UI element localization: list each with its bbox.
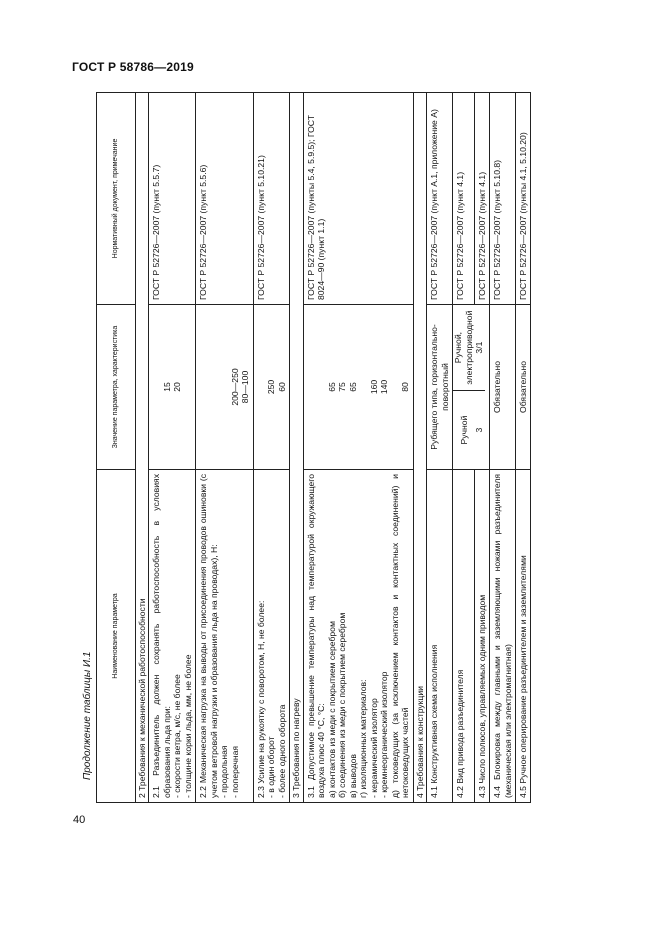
value-cell	[453, 305, 474, 470]
param-cell	[303, 470, 413, 803]
split-values	[453, 305, 474, 469]
split-values	[474, 305, 484, 469]
value-split-b: Ручной, электроприводной	[453, 305, 474, 391]
rotated-table-wrapper	[96, 93, 604, 803]
table-row	[149, 93, 196, 803]
value-line: 65	[347, 382, 358, 392]
param-line: - скорости ветра, м/с, не более	[172, 674, 183, 798]
table-row	[516, 93, 531, 803]
norm-cell: ГОСТ Р 52726—2007 (пункты 5.4, 5.9.5); ГОСТ 8024—90 (пункт 1.1)	[303, 93, 413, 305]
norm-cell: ГОСТ Р 52726—2007 (пункт 4.1)	[453, 93, 474, 305]
value-line: 200—250	[229, 368, 240, 406]
value-line: 60	[276, 382, 287, 392]
param-line: - в один оборот	[266, 736, 277, 798]
table-row	[453, 93, 474, 803]
section-title: 3 Требования по нагреву	[290, 93, 303, 803]
param-line: а) контактов из меди с покрытием серебром	[326, 621, 337, 798]
section-row	[290, 93, 303, 803]
col-header-parameter: Наименование параметра	[97, 470, 136, 803]
col-header-norm: Нормативный документ, примечание	[97, 93, 136, 305]
value-line: 80	[400, 382, 411, 392]
value-line: 250	[266, 379, 277, 395]
value-line: 80—100	[240, 370, 251, 404]
param-line: - поперечная	[229, 745, 240, 798]
value-split-a: 3	[474, 427, 485, 433]
param-line: - кремнеорганический изолятор	[379, 671, 390, 798]
requirements-table	[96, 92, 531, 803]
param-line: 2.3 Усилие на рукоятку с поворотом, Н, не более:	[255, 600, 266, 798]
section-row	[413, 93, 426, 803]
param-line: - керамический изолятор	[368, 698, 379, 798]
param-cell: 4.1 Конструктивная схема исполнения	[427, 470, 453, 803]
page-number: 40	[73, 814, 86, 826]
section-title: 4 Требования к конструкции	[413, 93, 426, 803]
table-row	[490, 93, 516, 803]
col-header-value: Значение параметра, характеристика	[97, 305, 136, 470]
param-line: б) соединения из меди с покрытием серебром	[337, 612, 348, 798]
param-cell: 4.5 Ручное оперирование разъединителем и заземлителями	[516, 470, 531, 803]
table-row	[253, 93, 289, 803]
value-cell	[196, 305, 253, 470]
value-split-b: 3/1	[474, 305, 484, 391]
value-cell: Рубящего типа, горизонтально-поворотный	[427, 305, 453, 470]
value-line: 75	[337, 382, 348, 392]
value-split-a: Ручной	[459, 415, 470, 445]
norm-cell: ГОСТ Р 52726—2007 (пункт 5.10.21)	[253, 93, 289, 305]
value-cell	[149, 305, 196, 470]
param-line: в) выводов	[347, 754, 358, 798]
param-cell: 4.2 Вид привода разъединителя	[453, 470, 474, 803]
table-caption: Продолжение таблицы И.1	[82, 651, 93, 780]
param-line: - толщине корки льда, мм, не более	[182, 654, 193, 798]
norm-cell: ГОСТ Р 52726—2007 (пункт 5.5.6)	[196, 93, 253, 305]
param-line: г) изоляционных материалов:	[358, 679, 369, 798]
value-cell	[474, 305, 489, 470]
param-cell: 4.4 Блокировка между главными и заземляющими ножами разъединителя (механическая или электромагнитная)	[490, 470, 516, 803]
table-row	[303, 93, 413, 803]
norm-cell: ГОСТ Р 52726—2007 (пункт 5.10.8)	[490, 93, 516, 305]
table-row	[196, 93, 253, 803]
section-row	[136, 93, 149, 803]
norm-cell: ГОСТ Р 52726—2007 (пункт А.1, приложение А)	[427, 93, 453, 305]
param-line: 3.1 Допустимое превышение температуры над температурой окружающего воздуха плюс 40 °С, °С:	[305, 474, 327, 798]
param-line: 2.1 Разъединитель должен сохранять работоспособность в условиях образования льда при:	[151, 474, 172, 798]
value-line: 15	[161, 382, 172, 392]
value-line: 20	[172, 382, 183, 392]
table-row	[427, 93, 453, 803]
value-line: 160	[368, 379, 379, 395]
param-cell	[196, 470, 253, 803]
param-cell	[149, 470, 196, 803]
param-line: - продольная	[219, 745, 230, 798]
norm-cell: ГОСТ Р 52726—2007 (пункт 5.5.7)	[149, 93, 196, 305]
value-line: 140	[379, 379, 390, 395]
param-line: д) токоведущих (за исключением контактов и контактных соединений) и нетоковедущих частей	[389, 474, 411, 798]
value-line: 65	[326, 382, 337, 392]
table-row	[474, 93, 489, 803]
norm-cell: ГОСТ Р 52726—2007 (пункт 4.1)	[474, 93, 489, 305]
norm-cell: ГОСТ Р 52726—2007 (пункты 4.1, 5.10.20)	[516, 93, 531, 305]
document-header: ГОСТ Р 58786—2019	[72, 60, 194, 74]
value-cell	[253, 305, 289, 470]
section-title: 2 Требования к механической работоспособности	[136, 93, 149, 803]
value-cell: Обязательно	[490, 305, 516, 470]
param-line: - более одного оборота	[276, 704, 287, 798]
value-cell: Обязательно	[516, 305, 531, 470]
param-cell: 4.3 Число полюсов, управляемых одним приводом	[474, 470, 489, 803]
value-cell	[303, 305, 413, 470]
table-header-row	[97, 93, 136, 803]
param-line: 2.2 Механическая нагрузка на выводы от присоединения проводов ошиновки (с учетом ветровой нагрузки и образования льда на проводах), Н:	[198, 474, 219, 798]
param-cell	[253, 470, 289, 803]
